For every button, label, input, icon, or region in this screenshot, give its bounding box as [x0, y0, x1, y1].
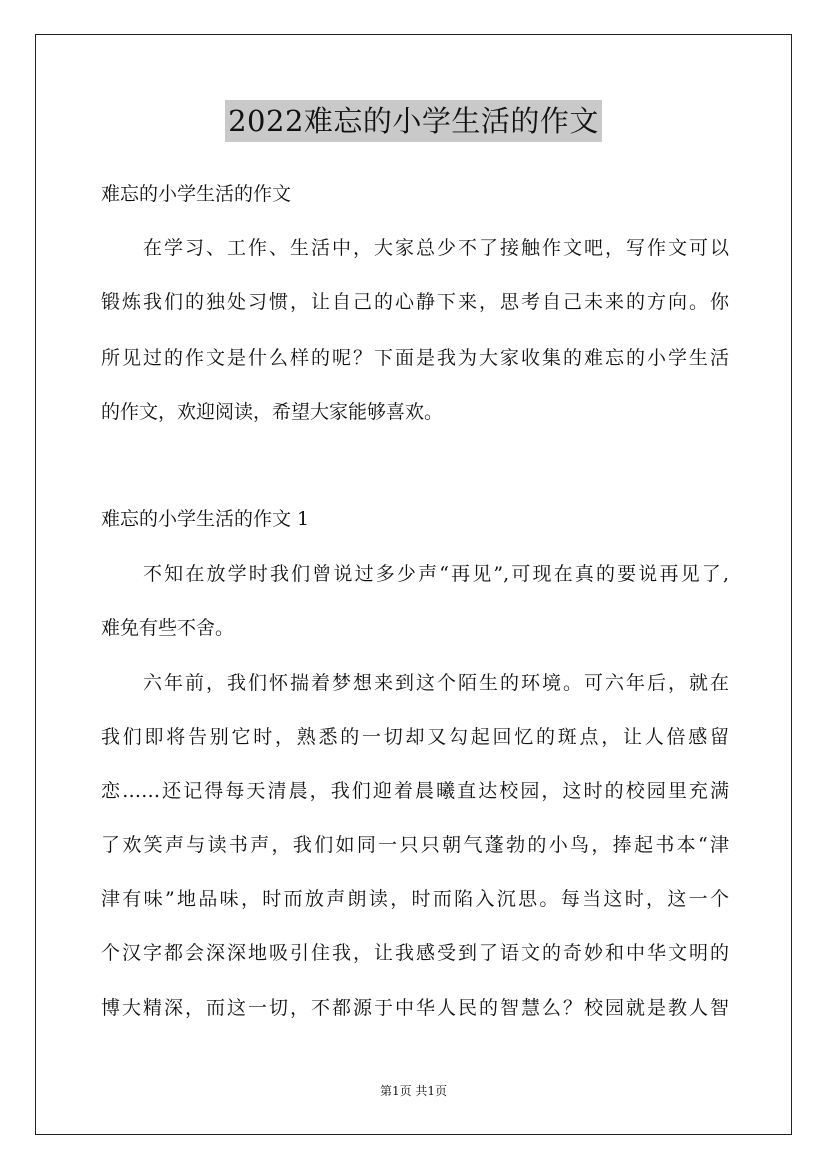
text-line: 不知在放学时我们曾说过多少声“再见”,可现在真的要说再见了,	[143, 563, 729, 585]
page-footer: 第1页 共1页	[379, 1084, 448, 1098]
text-line: 难忘的小学生活的作文	[101, 183, 292, 205]
text-line: 了欢笑声与读书声，我们如同一只只朝气蓬勃的小鸟，捧起书本“津	[101, 834, 729, 856]
text-line: 恋……还记得每天清晨，我们迎着晨曦直达校园，这时的校园里充满	[101, 780, 729, 802]
text-line: 在学习、工作、生活中，大家总少不了接触作文吧，写作文可以	[143, 237, 729, 259]
text-line: 六年前，我们怀揣着梦想来到这个陌生的环境。可六年后，就在	[143, 672, 729, 694]
text-line: 难免有些不舍。	[101, 617, 235, 639]
document-title: 2022难忘的小学生活的作文	[225, 100, 602, 142]
section-heading: 难忘的小学生活的作文 1	[101, 508, 310, 530]
text-line: 个汉字都会深深地吸引住我，让我感受到了语文的奇妙和中华文明的	[101, 942, 729, 964]
text-line: 我们即将告别它时，熟悉的一切却又勾起回忆的斑点，让人倍感留	[101, 726, 729, 748]
text-line: 锻炼我们的独处习惯，让自己的心静下来，思考自己未来的方向。你	[101, 291, 729, 313]
text-line: 所见过的作文是什么样的呢？下面是我为大家收集的难忘的小学生活	[101, 347, 729, 369]
title-container	[0, 100, 827, 142]
text-line: 津有味”地品味，时而放声朗读，时而陷入沉思。每当这时，这一个	[101, 888, 729, 910]
text-line: 的作文，欢迎阅读，希望大家能够喜欢。	[101, 401, 444, 423]
text-line: 博大精深，而这一切，不都源于中华人民的智慧么？校园就是教人智	[101, 997, 729, 1019]
